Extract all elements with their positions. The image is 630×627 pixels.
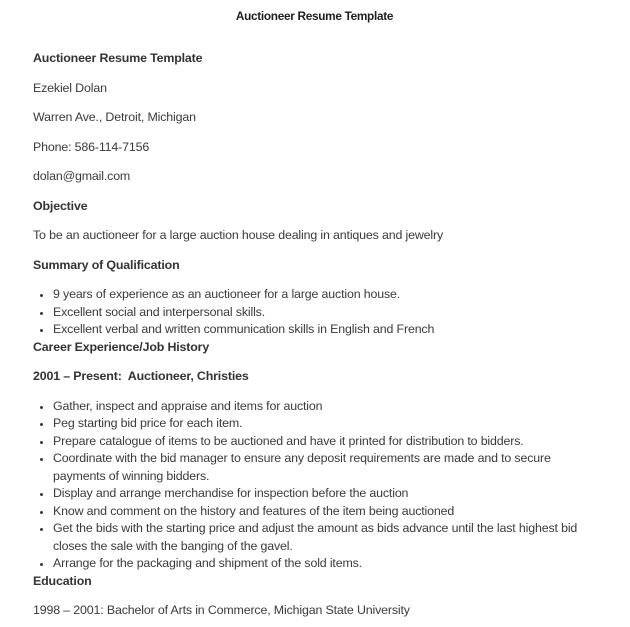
list-item: • Gather, inspect and appraise and items for auction (52, 398, 596, 416)
list-item: • Know and comment on the history and features of the item being auctioned (52, 503, 596, 521)
page-title: Auctioneer Resume Template (235, 9, 394, 23)
list-item: • Arrange for the packaging and shipment of the sold items. (52, 555, 596, 573)
list-item: • Excellent verbal and written communication skills in English and French (52, 321, 596, 339)
summary-heading: Summary of Qualification (33, 257, 180, 272)
job-title: 2001 – Present: Auctioneer, Christies (33, 369, 249, 383)
list-item: • Display and arrange merchandise for inspection before the auction (52, 485, 596, 503)
list-item: • Prepare catalogue of items to be auctioned and have it printed for distribution to bidders. (52, 433, 596, 451)
resume-heading: Auctioneer Resume Template (33, 51, 203, 65)
candidate-name: Ezekiel Dolan (33, 80, 107, 95)
career-bullet-list (33, 398, 596, 573)
list-item: • 9 years of experience as an auctioneer for a large auction house. (52, 286, 596, 304)
list-item: • Excellent social and interpersonal skills. (52, 304, 596, 322)
education-text: 1998 – 2001: Bachelor of Arts in Commerce, Michigan State University (33, 603, 410, 617)
list-item: • Coordinate with the bid manager to ensure any deposit requirements are made and to secure payments of winning bidders. (52, 450, 596, 485)
education-heading: Education (33, 573, 92, 588)
candidate-address: Warren Ave., Detroit, Michigan (33, 110, 196, 124)
summary-bullet-list (33, 286, 596, 339)
candidate-phone: Phone: 586-114-7156 (33, 139, 150, 154)
list-item: • Get the bids with the starting price and adjust the amount as bids advance until the last highest bid closes the sale with the banging of the gavel. (52, 520, 596, 555)
objective-heading: Objective (33, 198, 88, 213)
candidate-email: dolan@gmail.com (33, 169, 131, 183)
career-heading: Career Experience/Job History (33, 339, 210, 354)
list-item: • Peg starting bid price for each item. (52, 415, 596, 433)
objective-text: To be an auctioneer for a large auction house dealing in antiques and jewelry (33, 228, 444, 242)
